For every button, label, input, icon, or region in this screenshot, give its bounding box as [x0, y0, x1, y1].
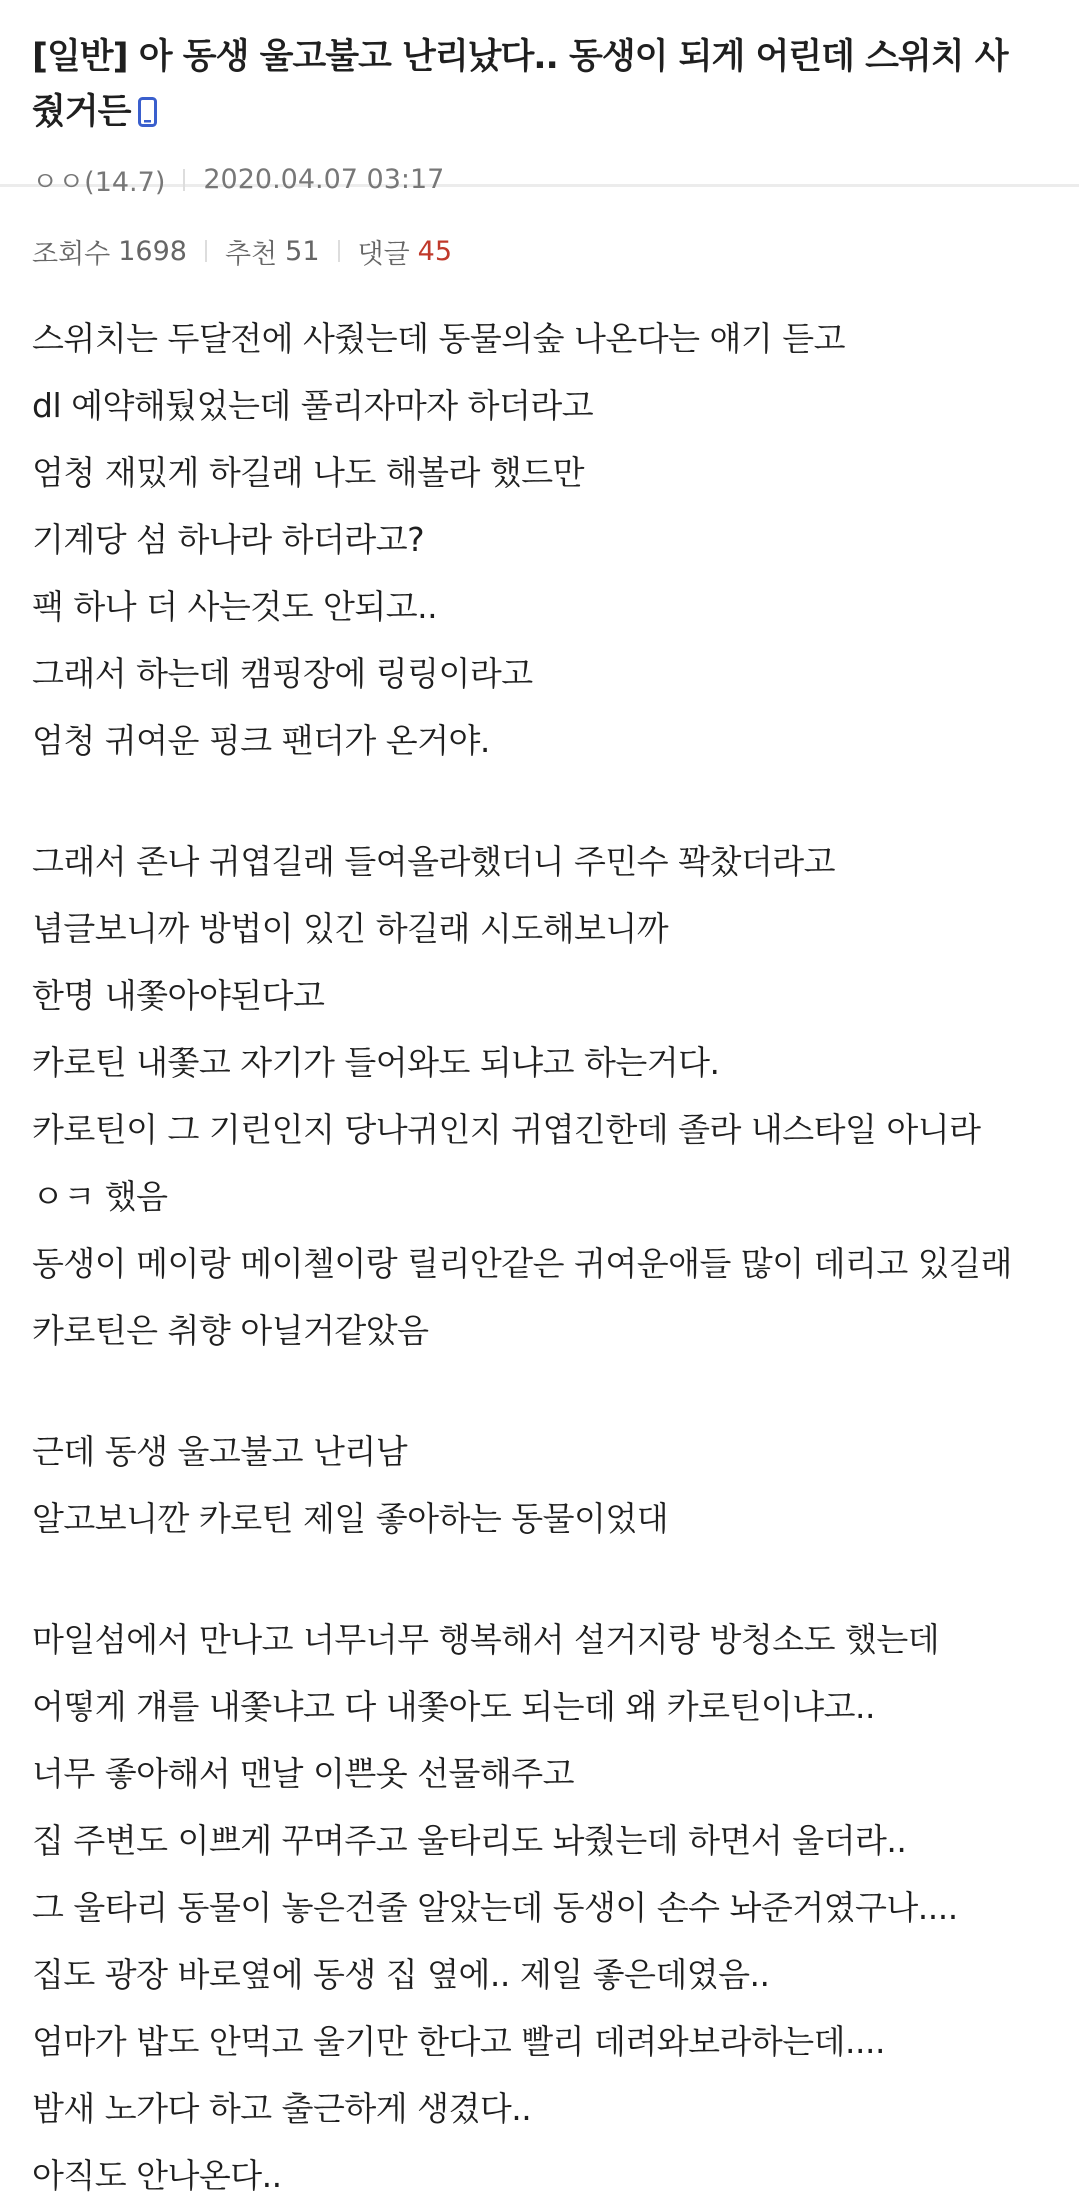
body-line: 동생이 메이랑 메이첼이랑 릴리안같은 귀여운애들 많이 데리고 있길래 [32, 1244, 1012, 1283]
post-header [0, 0, 1079, 198]
views-label: 조회수 [32, 238, 111, 270]
body-line: ㅇㅋ 했음 [32, 1177, 168, 1216]
body-line: 한명 내쫓아야된다고 [32, 976, 325, 1015]
comments-label[interactable]: 댓글 [357, 238, 410, 270]
body-line: 카로틴은 취향 아닐거같았음 [32, 1311, 429, 1350]
body-line: 기계당 섬 하나라 하더라고? [32, 520, 425, 559]
body-line: 카로틴이 그 기린인지 당나귀인지 귀엽긴한데 졸라 내스타일 아니라 [32, 1110, 981, 1149]
paragraph-gap [32, 774, 1047, 828]
body-line: 엄청 재밌게 하길래 나도 해볼라 했드만 [32, 453, 584, 492]
body-line: 팩 하나 더 사는것도 안되고.. [32, 587, 438, 626]
meta-separator [183, 169, 185, 191]
post-title-text: [일반] 아 동생 울고불고 난리났다.. 동생이 되게 어린데 스위치 사 줬거든 [32, 37, 1008, 132]
author-name[interactable]: ㅇㅇ(14.7) [32, 167, 166, 198]
comments-count[interactable]: 45 [417, 235, 453, 267]
body-line: 밤새 노가다 하고 출근하게 생겼다.. [32, 2089, 532, 2128]
recommend-label: 추천 [224, 238, 278, 270]
body-line: 집도 광장 바로옆에 동생 집 옆에.. 제일 좋은데였음.. [32, 1955, 770, 1994]
body-line: 너무 좋아해서 맨날 이쁜옷 선물해주고 [32, 1754, 575, 1793]
body-line: 어떻게 걔를 내쫓냐고 다 내쫓아도 되는데 왜 카로틴이냐고.. [32, 1687, 875, 1726]
paragraph [32, 305, 1047, 774]
body-line: 카로틴 내쫓고 자기가 들어와도 되냐고 하는거다. [32, 1043, 720, 1082]
views-count: 1698 [118, 235, 187, 267]
stats-separator [205, 240, 207, 262]
body-line: 엄청 귀여운 핑크 팬더가 온거야. [32, 721, 490, 760]
body-line: 엄마가 밥도 안먹고 울기만 한다고 빨리 데려와보라하는데.... [32, 2022, 885, 2061]
paragraph-gap [32, 1552, 1047, 1606]
paragraph [32, 828, 1047, 1364]
post-title [32, 30, 1047, 140]
body-line: 그래서 하는데 캠핑장에 링링이라고 [32, 654, 533, 693]
body-line: 근데 동생 울고불고 난리남 [32, 1432, 408, 1471]
post-datetime: 2020.04.07 03:17 [203, 164, 445, 195]
recommend-count: 51 [285, 235, 320, 267]
body-line: 그래서 존나 귀엽길래 들여올라했더니 주민수 꽉찼더라고 [32, 842, 836, 881]
paragraph-gap [32, 1364, 1047, 1418]
body-line: 마일섬에서 만나고 너무너무 행복해서 설거지랑 방청소도 했는데 [32, 1620, 940, 1659]
body-line: 그 울타리 동물이 놓은건줄 알았는데 동생이 손수 놔준거였구나.... [32, 1888, 958, 1927]
post-stats [0, 187, 1079, 277]
body-line: 스위치는 두달전에 사줬는데 동물의숲 나온다는 얘기 듣고 [32, 319, 846, 358]
post-body [0, 277, 1079, 2209]
body-line: 념글보니까 방법이 있긴 하길래 시도해보니까 [32, 909, 669, 948]
stats-separator [338, 240, 340, 262]
body-line: dl 예약해뒀었는데 풀리자마자 하더라고 [32, 386, 594, 425]
paragraph [32, 1418, 1047, 1552]
phone-icon [138, 97, 157, 127]
body-line: 집 주변도 이쁘게 꾸며주고 울타리도 놔줬는데 하면서 울더라.. [32, 1821, 907, 1860]
paragraph [32, 1606, 1047, 2209]
body-line: 아직도 안나온다.. [32, 2156, 282, 2195]
body-line: 알고보니깐 카로틴 제일 좋아하는 동물이었대 [32, 1499, 669, 1538]
